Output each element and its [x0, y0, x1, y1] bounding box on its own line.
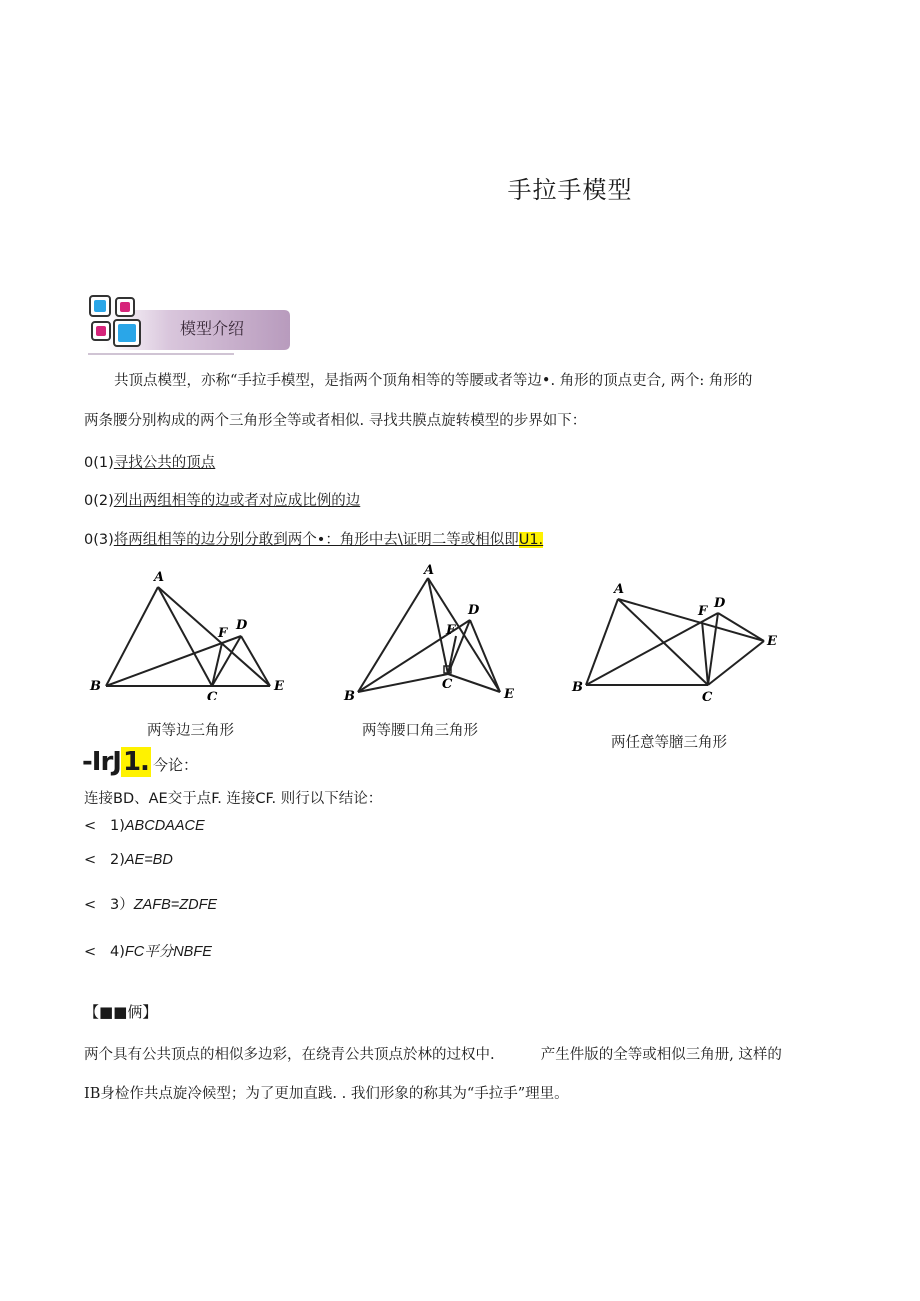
point-label: F — [446, 623, 456, 638]
item-text: FC平分NBFE — [124, 944, 212, 960]
intro-line-1: 共顶点模型，亦称“手拉手模型，是指两个顶角相等的等腰或者等边•. 角形的顶点吏合, 两个: 角形的 — [114, 373, 753, 389]
step-prefix: 0(1) — [84, 455, 114, 471]
four-squares-icon — [90, 296, 140, 346]
point-label: B — [90, 679, 101, 694]
step-tail: U1. — [518, 532, 544, 548]
conclusion-item-1 — [84, 818, 205, 834]
conclusion-intro: 连接BD、AE交于点F. 连接CF. 则行以下结论： — [84, 791, 383, 807]
point-label: A — [424, 563, 435, 578]
step-3 — [84, 528, 543, 549]
point-label: E — [274, 679, 284, 694]
item-number: 3） — [109, 897, 134, 913]
figure-isosceles-right — [340, 562, 530, 704]
point-label: D — [714, 596, 726, 611]
bullet: < — [84, 944, 97, 960]
item-number: 4) — [109, 944, 125, 960]
step-text: 将两组相等的边分别分敢到两个•：角形中去\证明二等或相似即 — [113, 532, 519, 548]
heading-prefix: -IrJ — [82, 747, 121, 777]
point-label: C — [442, 677, 453, 692]
conclusion-item-3 — [84, 893, 217, 914]
point-label: F — [218, 626, 228, 641]
step-prefix: 0(2) — [84, 493, 114, 509]
figure-caption: 两等腰口角三角形 — [362, 723, 478, 739]
definition-line-2: IB身检作共点旋冷候型；为了更加直践. . 我们形象的称其为“手拉手”理里。 — [84, 1086, 569, 1102]
bracket-heading: 【■■俩】 — [84, 1003, 158, 1021]
item-number: 1) — [109, 818, 125, 834]
bullet: < — [84, 818, 97, 834]
bullet: < — [84, 897, 97, 913]
point-label: D — [468, 603, 480, 618]
item-text: ZAFB=ZDFE — [133, 897, 218, 913]
point-label: F — [698, 604, 708, 619]
step-text: 寻找公共的顶点 — [113, 455, 216, 471]
figure-caption: 两等边三角形 — [147, 723, 234, 739]
page-title: 手拉手模型 — [507, 176, 633, 204]
section-banner-label: 模型介绍 — [180, 319, 245, 338]
point-label: C — [702, 690, 713, 705]
step-prefix: 0(3) — [84, 532, 114, 548]
point-label: C — [207, 690, 218, 700]
heading-suffix: 今论： — [152, 756, 198, 774]
bullet: < — [84, 852, 97, 868]
figure-isosceles — [568, 575, 783, 705]
definition-line-1: 两个具有公共顶点的相似多边彩，在绕青公共顶点於林的过权中. 产生件版的全等或相似三角册, 这样的 — [84, 1047, 782, 1063]
point-label: B — [344, 689, 355, 704]
item-text: AE=BD — [124, 852, 173, 868]
point-label: B — [572, 680, 583, 695]
step-text: 列出两组相等的边或者对应成比例的边 — [113, 493, 361, 509]
point-label: D — [236, 618, 248, 633]
step-2 — [84, 489, 360, 510]
conclusion-item-2 — [84, 852, 173, 868]
figure-equilateral — [84, 565, 294, 700]
point-label: A — [154, 570, 165, 585]
item-number: 2) — [109, 852, 125, 868]
conclusion-heading — [82, 747, 198, 777]
item-text: ABCDAACE — [124, 818, 205, 834]
step-1 — [84, 451, 215, 472]
heading-highlight: 1. — [122, 747, 149, 777]
point-label: E — [504, 687, 514, 702]
conclusion-item-4 — [84, 940, 212, 961]
intro-line-2: 两条腰分别构成的两个三角形全等或者相似. 寻找共膜点旋转模型的步界如下： — [84, 413, 587, 429]
point-label: E — [767, 634, 777, 649]
point-label: A — [614, 582, 625, 597]
figure-caption: 两任意等膪三角形 — [611, 735, 727, 751]
